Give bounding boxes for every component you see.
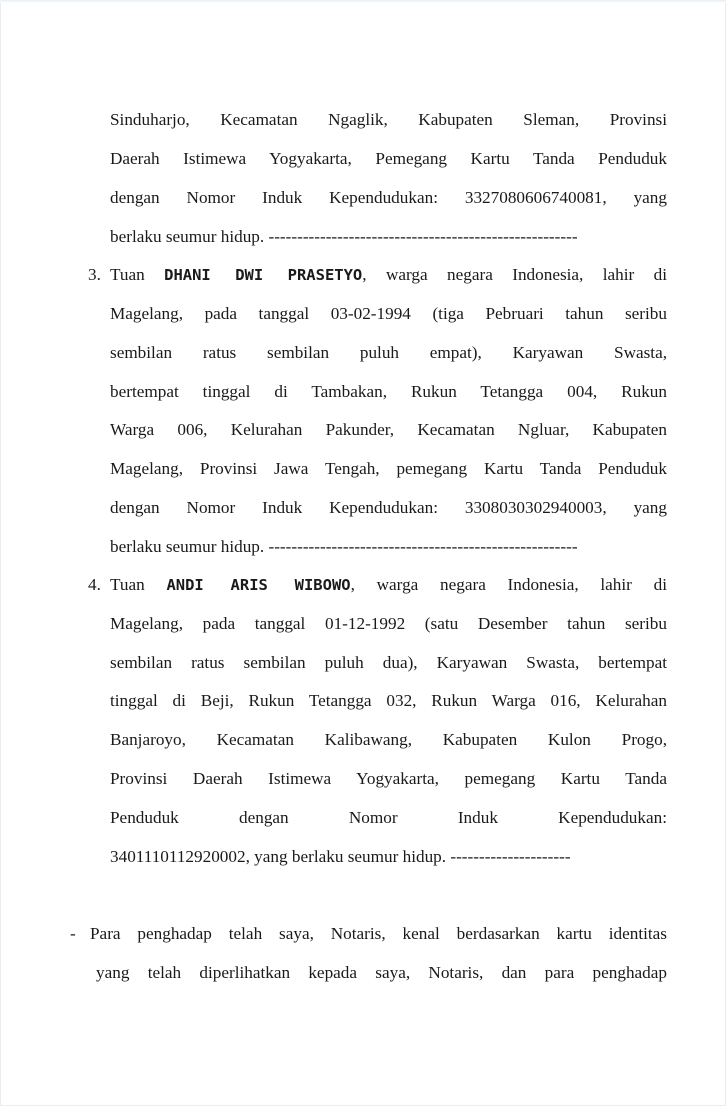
item-3-line: Magelang, Provinsi Jawa Tengah, pemegang Kartu Tanda Penduduk	[110, 459, 667, 478]
item-3-first-line	[110, 263, 667, 287]
intro-line: Sinduharjo, Kecamatan Ngaglik, Kabupaten Sleman, Provinsi	[110, 110, 667, 129]
intro-line: berlaku seumur hidup. ------------------------------------------------------	[110, 227, 578, 246]
item-3-line: berlaku seumur hidup. ------------------------------------------------------	[110, 537, 578, 556]
item-3-line: bertempat tinggal di Tambakan, Rukun Tetangga 004, Rukun	[110, 382, 667, 401]
item-4-name: ANDI ARIS WIBOWO	[166, 576, 351, 594]
item-4-number: 4.	[88, 575, 101, 594]
item-3-name: DHANI DWI PRASETYO	[164, 266, 363, 284]
item-4-line: tinggal di Beji, Rukun Tetangga 032, Rukun Warga 016, Kelurahan	[110, 691, 667, 710]
intro-line: Daerah Istimewa Yogyakarta, Pemegang Kartu Tanda Penduduk	[110, 149, 667, 168]
closing-line: Para penghadap telah saya, Notaris, kenal berdasarkan kartu identitas	[90, 924, 667, 943]
item-3-prefix: Tuan	[110, 265, 165, 284]
item-3-line: Warga 006, Kelurahan Pakunder, Kecamatan Ngluar, Kabupaten	[110, 420, 667, 439]
item-4-suffix: , warga negara Indonesia, lahir di	[350, 575, 667, 594]
item-4-line: Penduduk dengan Nomor Induk Kependudukan:	[110, 808, 667, 827]
item-3-suffix: , warga negara Indonesia, lahir di	[362, 265, 667, 284]
closing-bullet: -	[70, 924, 76, 943]
item-4-first-line	[110, 573, 667, 597]
item-4-line: sembilan ratus sembilan puluh dua), Karyawan Swasta, bertempat	[110, 653, 667, 672]
item-3-line: dengan Nomor Induk Kependudukan: 3308030302940003, yang	[110, 498, 667, 517]
intro-line: dengan Nomor Induk Kependudukan: 3327080606740081, yang	[110, 188, 667, 207]
item-4-line: Banjaroyo, Kecamatan Kalibawang, Kabupaten Kulon Progo,	[110, 730, 667, 749]
item-3-line: sembilan ratus sembilan puluh empat), Karyawan Swasta,	[110, 343, 667, 362]
item-3-number: 3.	[88, 265, 101, 284]
closing-line: yang telah diperlihatkan kepada saya, Notaris, dan para penghadap	[96, 963, 667, 982]
item-4-line: 3401110112920002, yang berlaku seumur hidup. ---------------------	[110, 847, 571, 866]
item-3-line: Magelang, pada tanggal 03-02-1994 (tiga Pebruari tahun seribu	[110, 304, 667, 323]
item-4-prefix: Tuan	[110, 575, 167, 594]
item-4-line: Provinsi Daerah Istimewa Yogyakarta, pemegang Kartu Tanda	[110, 769, 667, 788]
item-4-line: Magelang, pada tanggal 01-12-1992 (satu Desember tahun seribu	[110, 614, 667, 633]
